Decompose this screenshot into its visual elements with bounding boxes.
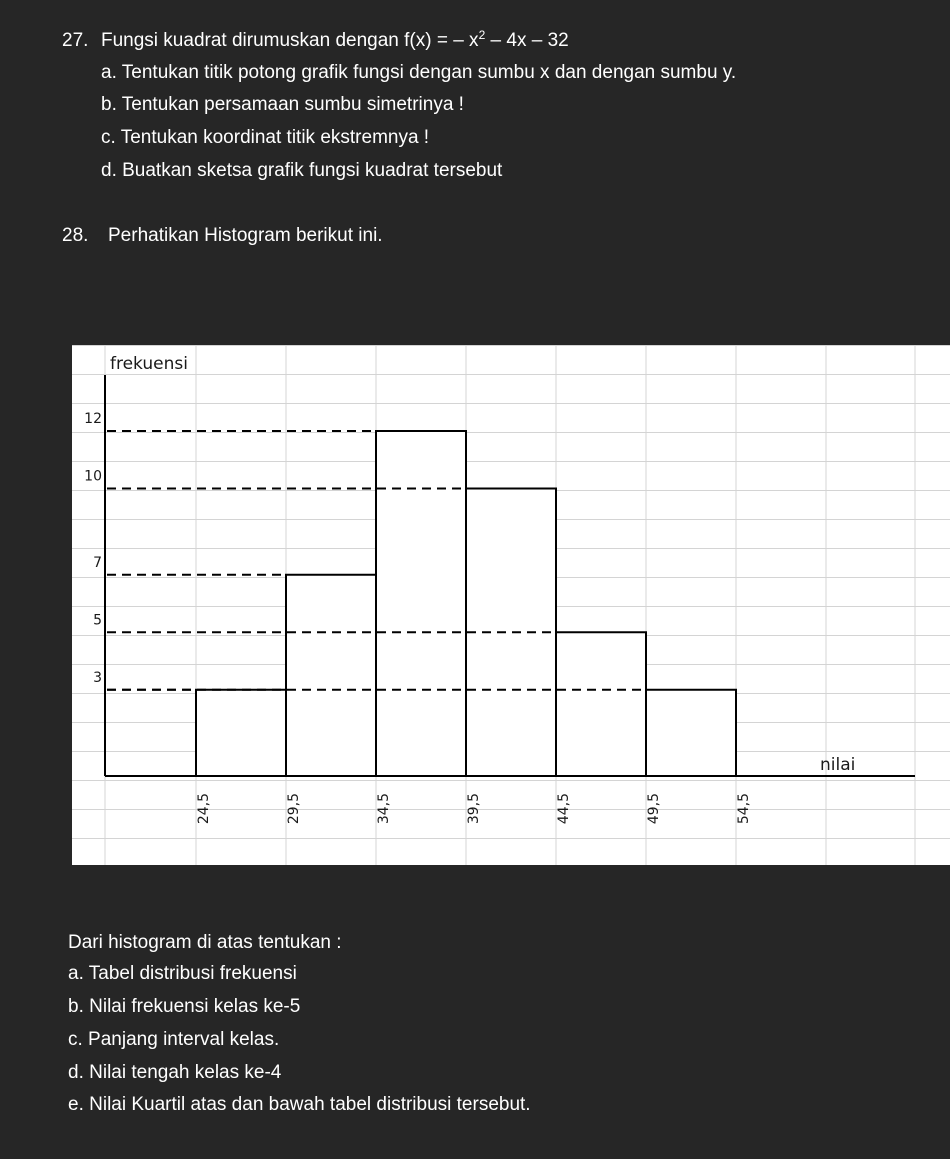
histogram-bar [196, 690, 286, 776]
q27-item-c: c. Tentukan koordinat titik ekstremnya ! [101, 127, 430, 148]
y-tick-label: 12 [84, 411, 102, 427]
x-axis-title: nilai [820, 755, 856, 775]
y-tick-label: 3 [93, 669, 102, 686]
q27-stem-suffix: – 4x – 32 [485, 30, 569, 51]
histogram-bar [646, 690, 736, 776]
x-tick-label: 29,5 [286, 793, 302, 825]
q27-stem-sup: 2 [478, 28, 486, 42]
y-tick-label: 7 [93, 554, 102, 571]
histogram-figure [72, 345, 950, 865]
q27-stem-prefix: Fungsi kuadrat dirumuskan dengan f(x) = – x [101, 30, 479, 51]
histogram-bar [286, 575, 376, 776]
y-tick-label: 10 [84, 468, 102, 485]
x-tick-label: 24,5 [196, 793, 212, 825]
x-tick-label: 54,5 [736, 793, 752, 825]
q28-intro: Dari histogram di atas tentukan : [68, 932, 342, 953]
y-axis-title: frekuensi [110, 354, 188, 374]
q27-stem [101, 30, 569, 52]
x-tick-label: 34,5 [376, 793, 392, 825]
x-tick-label: 49,5 [646, 793, 662, 825]
q28-item-b: b. Nilai frekuensi kelas ke-5 [68, 996, 301, 1017]
q28-stem: Perhatikan Histogram berikut ini. [108, 225, 383, 246]
q28-item-c: c. Panjang interval kelas. [68, 1029, 280, 1050]
y-tick-label: 5 [93, 612, 102, 629]
histogram-chart [72, 345, 950, 865]
q27-item-a: a. Tentukan titik potong grafik fungsi dengan sumbu x dan dengan sumbu y. [101, 62, 737, 83]
q28-number: 28. [62, 225, 89, 246]
histogram-bar [376, 431, 466, 776]
q28-item-d: d. Nilai tengah kelas ke-4 [68, 1062, 282, 1083]
x-tick-label: 44,5 [556, 793, 572, 825]
q27-item-b: b. Tentukan persamaan sumbu simetrinya ! [101, 94, 464, 115]
x-tick-label: 39,5 [466, 793, 482, 825]
q27-item-d: d. Buatkan sketsa grafik fungsi kuadrat tersebut [101, 160, 503, 181]
q28-item-a: a. Tabel distribusi frekuensi [68, 963, 297, 984]
histogram-bar [556, 632, 646, 776]
q28-item-e: e. Nilai Kuartil atas dan bawah tabel distribusi tersebut. [68, 1094, 531, 1115]
q27-number: 27. [62, 30, 89, 51]
